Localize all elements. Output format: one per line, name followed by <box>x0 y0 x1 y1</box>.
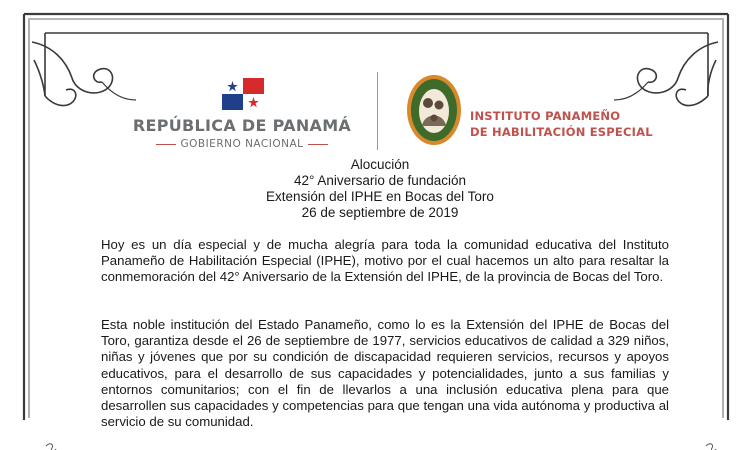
bottom-ornaments <box>46 444 716 450</box>
title-line-1: Alocución <box>350 157 410 172</box>
government-name: REPÚBLICA DE PANAMÁ <box>132 116 352 135</box>
right-corner-scroll-icon <box>614 42 718 106</box>
title-line-2: 42° Aniversario de fundación <box>293 173 466 188</box>
header-divider <box>377 72 378 150</box>
iphe-seal-icon <box>406 74 462 146</box>
title-line-4: 26 de septiembre de 2019 <box>301 205 459 220</box>
speech-title <box>180 157 580 221</box>
title-line-3: Extensión del IPHE en Bocas del Toro <box>266 189 494 204</box>
paragraph-1: Hoy es un día especial y de mucha alegría para toda la comunidad educativa del Instituto Panameño de Habilitación Especial (IPHE), motivo por el cual hacemos un alto para resaltar la conmemoración del 42° Aniversario de la Extensión del IPHE, de la provincia de Bocas del Toro. <box>101 237 669 285</box>
left-corner-scroll-icon <box>32 42 136 106</box>
paragraph-2: Esta noble institución del Estado Panameño, como lo es la Extensión del IPHE de Bocas del Toro, garantiza desde el 26 de septiembre de 1977, servicios educativos de calidad a 329 niños, niñas y jóvenes que por su condición de discapacidad requieren servicios, recursos y apoyos educativos, para el desarrollo de sus capacidades y potencialidades, junto a sus familias y entornos comunitarios; con el fin de llevarlos a una inclusión educativa plena para que desarrollen sus capacidades y competencias para que tengan una vida autónoma y productiva al servicio de su comunidad. <box>101 317 669 430</box>
panama-flag-icon <box>222 78 264 110</box>
institute-name: INSTITUTO PANAMEÑO DE HABILITACIÓN ESPECIAL <box>470 109 653 139</box>
government-subtitle: GOBIERNO NACIONAL <box>128 138 356 150</box>
